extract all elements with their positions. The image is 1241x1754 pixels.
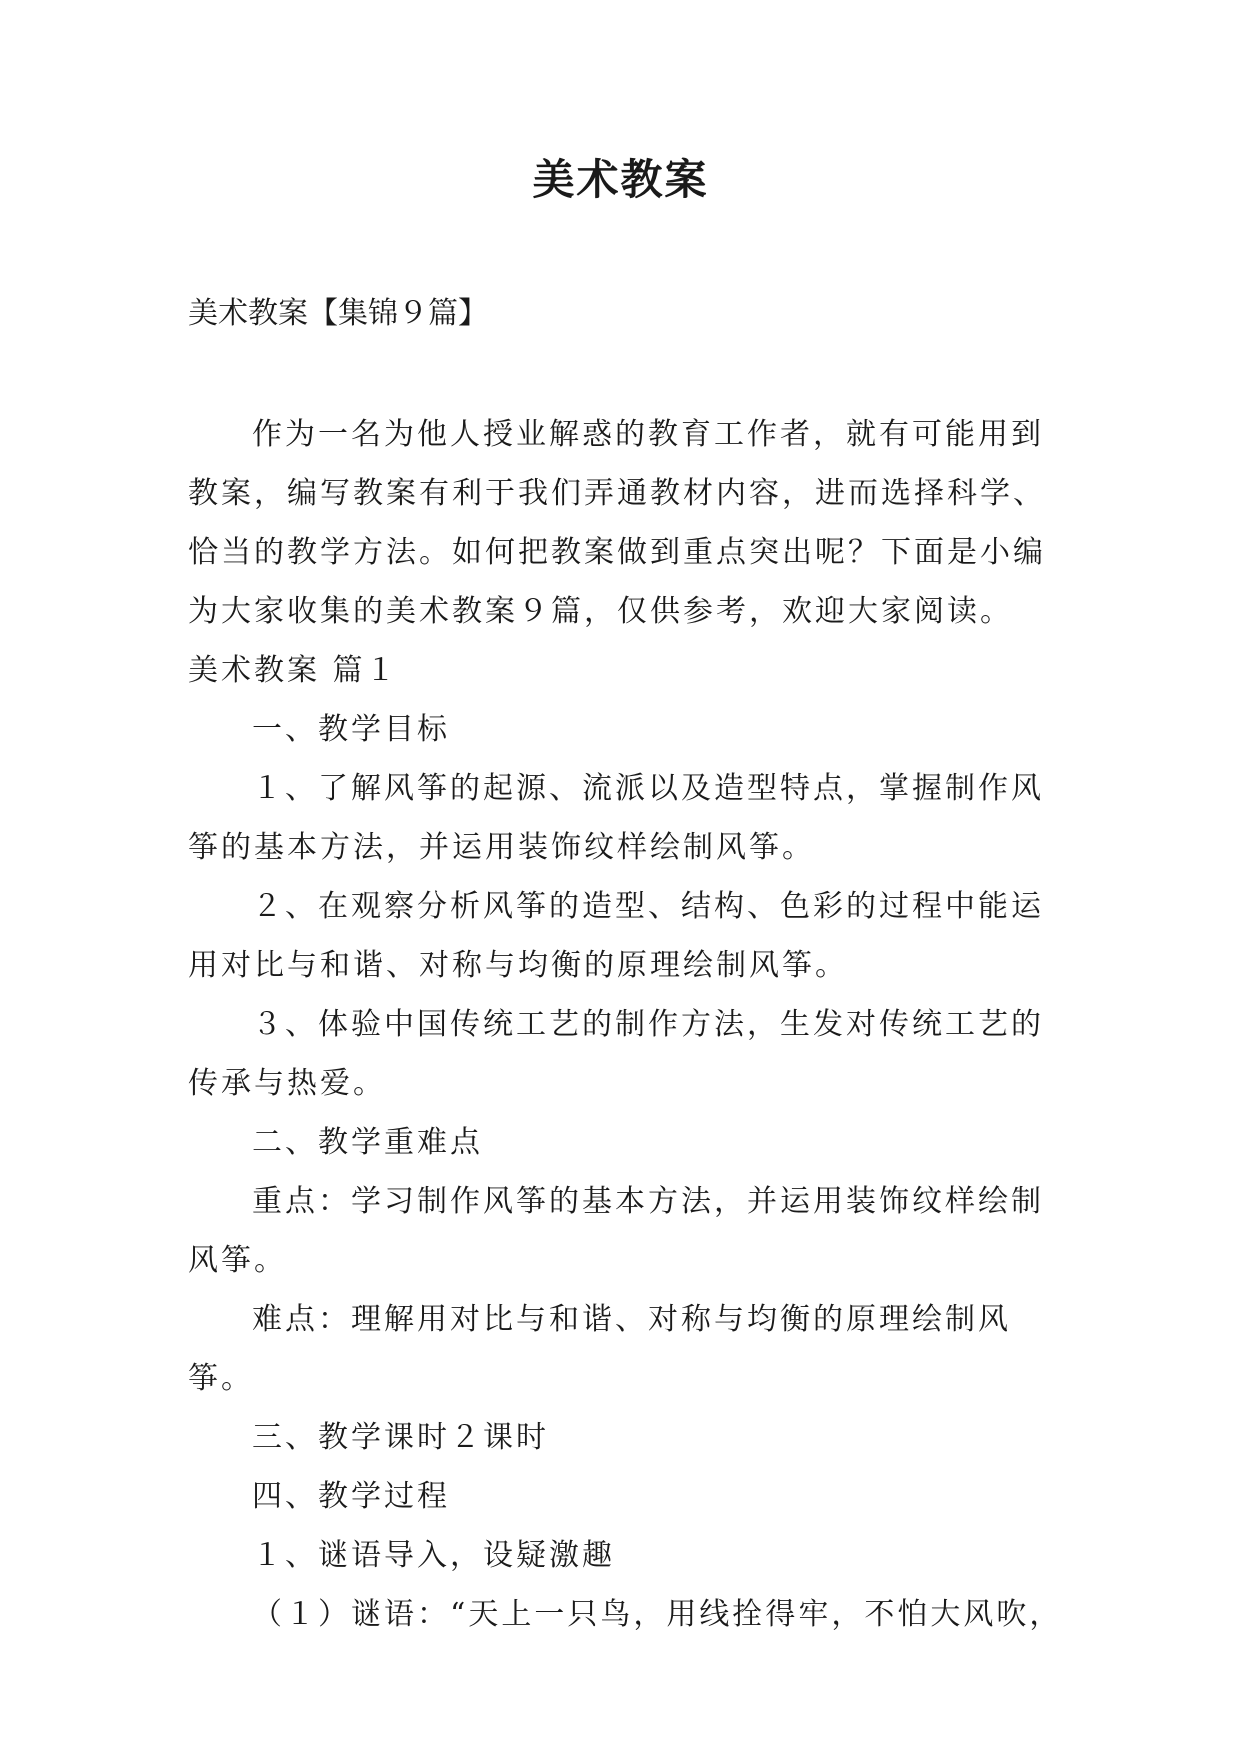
paragraph: ３、体验中国传统工艺的制作方法，生发对传统工艺的传承与热爱。 [188,1007,1044,1101]
paragraph: 一、教学目标 [252,712,450,747]
paragraph: （１）谜语：“天上一只鸟，用线拴得牢，不怕大风吹， [252,1597,1063,1632]
paragraph: 三、教学课时２课时 [252,1420,549,1455]
paragraph: 二、教学重难点 [252,1125,483,1160]
paragraph: 四、教学过程 [252,1479,450,1514]
document-body [188,405,1068,1644]
paragraph: １、谜语导入，设疑激趣 [252,1538,615,1573]
intro-paragraph: 作为一名为他人授业解惑的教育工作者，就有可能用到教案，编写教案有利于我们弄通教材内容，进而选择科学、恰当的教学方法。如何把教案做到重点突出呢？下面是小编为大家收集的美术教案９篇，仅供参考，欢迎大家阅读。 [188,417,1046,629]
paragraph: １、了解风筝的起源、流派以及造型特点，掌握制作风筝的基本方法，并运用装饰纹样绘制风筝。 [188,771,1044,865]
paragraph: 重点：学习制作风筝的基本方法，并运用装饰纹样绘制风筝。 [188,1184,1044,1278]
document-title: 美术教案 [532,155,709,204]
document-subtitle: 美术教案【集锦９篇】 [188,296,488,331]
section-heading: 美术教案 篇１ [188,653,399,688]
paragraph: ２、在观察分析风筝的造型、结构、色彩的过程中能运用对比与和谐、对称与均衡的原理绘制风筝。 [188,889,1044,983]
paragraph: 难点：理解用对比与和谐、对称与均衡的原理绘制风筝。 [188,1302,1011,1396]
